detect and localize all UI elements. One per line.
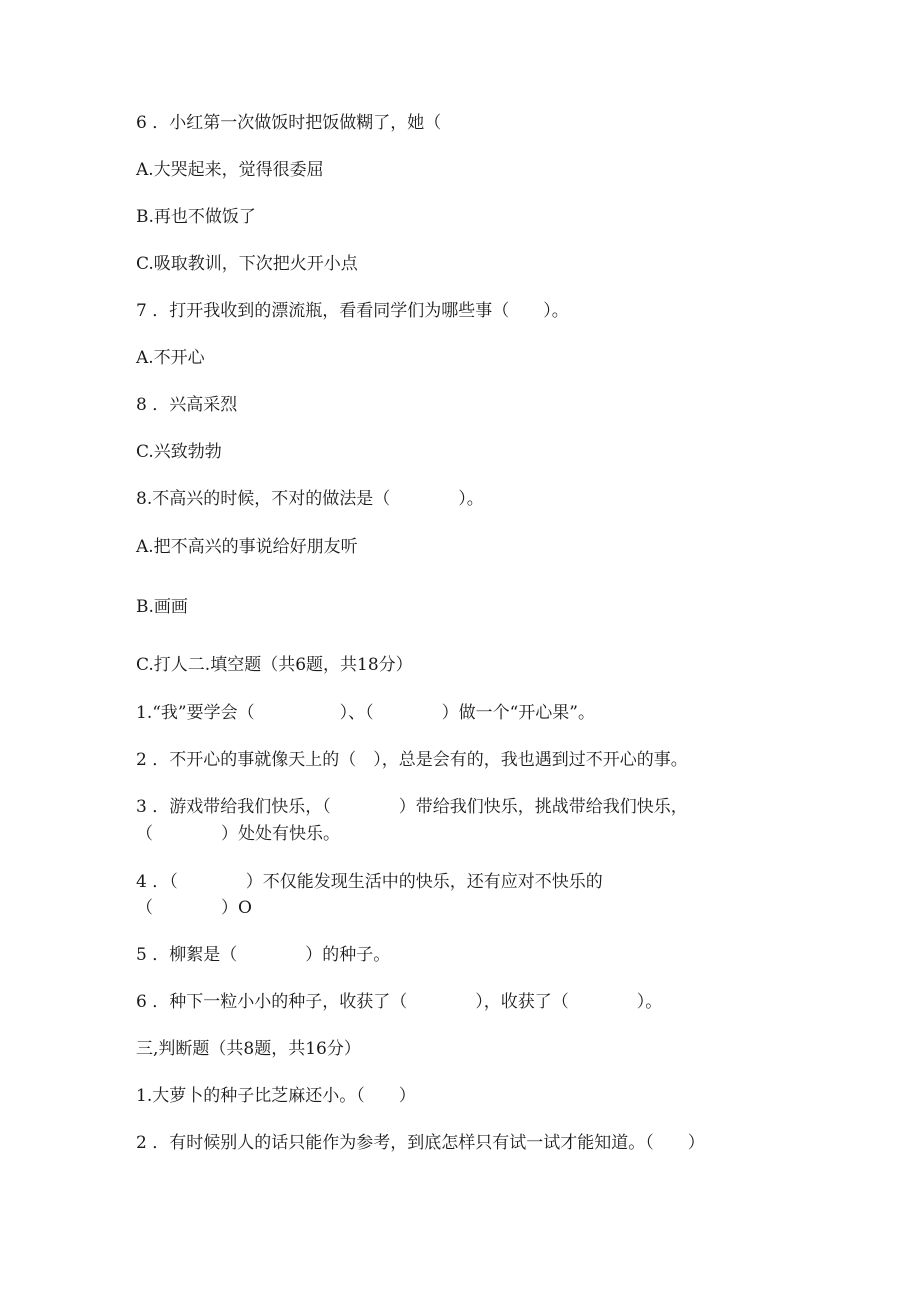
fill-question-4-line-2: （ ）O [136, 898, 252, 918]
fill-question-3-line-2: （ ）处处有快乐。 [136, 824, 340, 844]
question-8-option-b: B.画画 [136, 597, 188, 617]
question-8-stem: 8.不高兴的时候，不对的做法是（ ）。 [136, 489, 484, 509]
fill-question-4-line-1: 4 ．（ ）不仅能发现生活中的快乐，还有应对不快乐的 [136, 872, 603, 892]
question-7-option-a: A.不开心 [136, 348, 205, 368]
fill-question-3-line-1: 3 ．游戏带给我们快乐，（ ）带给我们快乐，挑战带给我们快乐， [136, 797, 688, 817]
section-2-heading: C.打人二.填空题（共6题，共18分） [136, 655, 413, 675]
question-7-stem: 7 ．打开我收到的漂流瓶，看看同学们为哪些事（ ）。 [136, 301, 569, 321]
fill-question-6: 6 ．种下一粒小小的种子，收获了（ ），收获了（ ）。 [136, 992, 663, 1012]
question-7-option-b: 8 ．兴高采烈 [136, 395, 238, 415]
question-8-option-a: A.把不高兴的事说给好朋友听 [136, 537, 358, 557]
section-3-heading: 三,判断题（共8题，共16分） [136, 1039, 361, 1059]
judge-question-1: 1.大萝卜的种子比芝麻还小。（ ） [136, 1086, 416, 1106]
question-6-option-a: A.大哭起来，觉得很委屈 [136, 160, 324, 180]
question-7-option-c: C.兴致勃勃 [136, 442, 222, 462]
question-6-option-c: C.吸取教训，下次把火开小点 [136, 254, 358, 274]
judge-question-2: 2 ．有时候别人的话只能作为参考，到底怎样只有试一试才能知道。（ ） [136, 1133, 705, 1153]
question-6-stem: 6 ．小红第一次做饭时把饭做糊了，她（ [136, 113, 442, 133]
fill-question-5: 5 ．柳絮是（ ）的种子。 [136, 945, 391, 965]
fill-question-1: 1.“我”要学会（ ）、（ ）做一个“开心果”。 [136, 703, 595, 723]
question-6-option-b: B.再也不做饭了 [136, 207, 256, 227]
fill-question-2: 2 ．不开心的事就像天上的（ ），总是会有的，我也遇到过不开心的事。 [136, 750, 688, 770]
